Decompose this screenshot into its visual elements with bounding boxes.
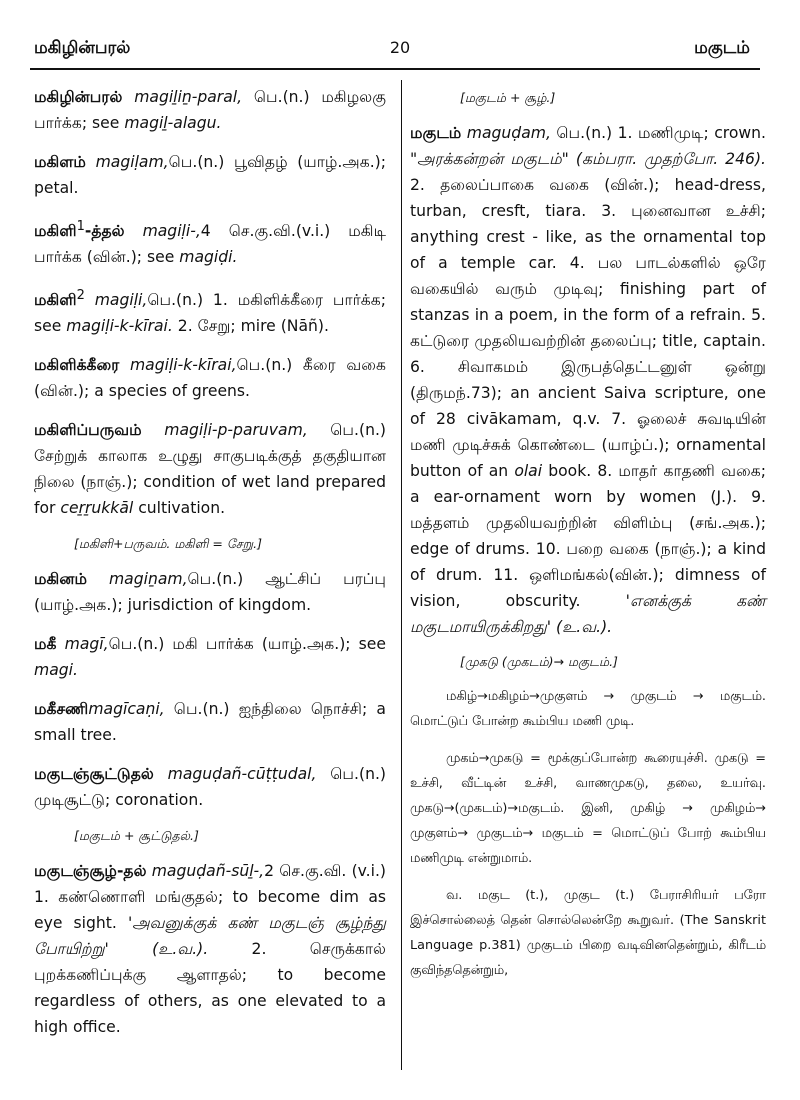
dictionary-entry — [34, 149, 386, 201]
headword: மகிளிப்பருவம் — [34, 421, 142, 440]
headword: மகுடம் — [410, 124, 462, 142]
part-of-speech: பெ.(n.) — [253, 88, 310, 106]
transliteration: magī, — [56, 635, 109, 654]
etymology-paragraph: முகம்→முகடு = மூக்குப்போன்ற கூரையுச்சி. முகடு = உச்சி, வீட்டின் உச்சி, வாணமுகடு, தலை, உயர்வு. முகடு→(முகடம்)→மகுடம். இனி, முகிழ் → முகிழம்→ முகுளம்→ முகுடம்→ மகுடம் = மொட்டுப் போற் கூம்பிய மணிமுடி என்றுமாம். — [410, 751, 766, 866]
headword: மகுடஞ்சூழ்-தல் — [34, 862, 147, 881]
page-number: 20 — [389, 38, 411, 57]
definition: மகி பார்க்க (யாழ்.அக.); see — [164, 635, 386, 654]
dictionary-entry — [34, 283, 386, 339]
headword: மகிழின்பரல் — [34, 88, 123, 106]
definition-continued: cultivation. — [133, 499, 226, 518]
transliteration: magiḻiṉ-paral, — [134, 88, 243, 106]
definition: 1. கண்ணொளி மங்குதல்; to become dim as eye sight. — [34, 888, 386, 933]
dictionary-entry — [34, 214, 386, 270]
definition: 1. மணிமுடி; crown. — [612, 124, 766, 142]
headword: மகுடஞ்சூட்டுதல் — [34, 765, 154, 784]
cross-reference: magiḍi. — [179, 248, 238, 267]
etymology-note: [மகுடம் + சூட்டுதல்.] — [74, 828, 199, 844]
etymology-note: [மகிளி+பருவம். மகிளி = சேறு.] — [74, 536, 262, 552]
running-head-left: மகிழின்பரல் — [34, 38, 131, 58]
definition-continued: 2. தலைப்பாகை வகை (வின்.); head-dress, turban, cresft, tiara. 3. புனைவான உச்சி; anything crest - like, as the ornamental top of a temple car. 4. பல பாடல்களில் ஒரே வகையில் வரும் முடிவு; finishing part of stanzas in a poem, in the form of a refrain. 5. கட்டுரை முதலியவற்றின் தலைப்பு; title, captain. 6. சிவாகமம் இருபத்தெட்டனுள் ஒன்று (திருமந்.73); an ancient Saiva scripture, one of 28 civākamam, q.v. 7. ஓலைச் சுவடியின் மணி முடிச்சுக் கொண்டை (யாழ்ப்.); ornamental button of an — [410, 176, 766, 480]
column-divider — [401, 80, 402, 1070]
part-of-speech: பெ.(n.) — [187, 570, 244, 589]
dictionary-entry — [34, 858, 386, 1040]
headword: மகீசணி — [34, 700, 89, 719]
definition: மகிழலகு பார்க்க; see — [34, 88, 386, 132]
italic-term: olai — [514, 462, 543, 480]
left-column — [34, 84, 386, 1053]
cross-reference: ceṟṟukkāl — [60, 499, 134, 518]
part-of-speech: 4 செ.கு.வி.(v.i.) — [200, 222, 331, 241]
headword: மகிளிக்கீரை — [34, 356, 120, 375]
definition: ஆட்சிப் பரப்பு (யாழ்.அக.); jurisdiction of kingdom. — [34, 570, 386, 615]
headword: மகினம் — [34, 570, 87, 589]
part-of-speech: பெ.(n.) — [236, 356, 293, 375]
part-of-speech: பெ.(n.) — [307, 421, 386, 440]
definition: கீரை வகை (வின்.); a species of greens. — [34, 356, 386, 401]
transliteration: magiḷam, — [85, 153, 169, 171]
definition-continued: book. 8. மாதர் காதணி வகை; a ear-ornament worn by women (J.). 9. மத்தளம் முதலியவற்றின் விளிம்பு (சங்.அக.); edge of drums. 10. பறை வகை (நாஞ்.); a kind of drum. 11. ஒளிமங்கல்(வின்.); dimness of vision, obscurity. — [410, 462, 766, 610]
headword-suffix: -த்தல் — [84, 222, 125, 241]
definition: பூவிதழ் (யாழ்.அக.); petal. — [34, 153, 386, 197]
homograph-number: 2 — [76, 288, 85, 304]
dictionary-entry — [410, 120, 766, 640]
headword: மகிளி — [34, 291, 77, 310]
transliteration: maguḍañ-cūṭṭudal, — [153, 765, 317, 784]
dictionary-entry — [34, 631, 386, 683]
headword: மகீ — [34, 635, 57, 654]
usage-quote: 'அவனுக்குக் கண் மகுடஞ் சூழ்ந்து போயிற்று' (உ.வ.). — [34, 914, 387, 959]
dictionary-entry — [34, 696, 386, 748]
definition: ஐந்திலை நொச்சி; a small tree. — [34, 700, 386, 745]
definition-continued: 2. சேறு; mire (Nāñ). — [172, 317, 329, 336]
running-head-right: மகுடம் — [694, 38, 750, 58]
definition: முடிசூட்டு; coronation. — [34, 791, 204, 810]
usage-quote: "அரக்கன்றன் மகுடம்" (கம்பரா. முதற்போ. 246). — [410, 150, 766, 168]
dictionary-entry — [34, 566, 386, 618]
cross-reference: magiḻ-alagu. — [124, 114, 222, 132]
headword: மகிளம் — [34, 153, 86, 171]
cross-reference: magi. — [34, 661, 78, 680]
part-of-speech: பெ.(n.) — [108, 635, 165, 654]
header-rule — [30, 68, 760, 70]
dictionary-entry — [34, 417, 386, 521]
right-column — [410, 84, 766, 995]
transliteration: magiṉam, — [87, 570, 188, 589]
cross-reference: magiḷi-k-kīrai. — [66, 317, 173, 336]
part-of-speech: பெ.(n.) — [550, 124, 613, 142]
part-of-speech: பெ.(n.) — [147, 291, 204, 310]
part-of-speech: பெ.(n.) — [168, 153, 225, 171]
part-of-speech: பெ.(n.) — [316, 765, 386, 784]
dictionary-entry — [34, 761, 386, 813]
headword: மகிளி — [34, 222, 77, 241]
etymology-note: [மகுடம் + சூழ்.] — [460, 90, 556, 105]
transliteration: maguḍam, — [461, 124, 551, 142]
transliteration: magiḷi-p-paruvam, — [141, 421, 308, 440]
definition: மகிடி பார்க்க (வின்.); see — [34, 222, 386, 267]
transliteration: magiḷi-, — [124, 222, 201, 241]
usage-quote: 'எனக்குக் கண் மகுடமாயிருக்கிறது' (உ.வ.). — [410, 592, 766, 636]
part-of-speech: 2 செ.கு.வி. (v.i.) — [264, 862, 387, 881]
definition: சேற்றுக் காலாக உழுது சாகுபடிக்குத் தகுதியான நிலை (நாஞ்.); condition of wet land prepared for — [34, 447, 386, 518]
definition: 1. மகிளிக்கீரை பார்க்க; see — [34, 291, 386, 336]
homograph-number: 1 — [76, 219, 85, 234]
dictionary-entry — [34, 84, 386, 136]
transliteration: maguḍañ-sūḻ-, — [146, 862, 265, 881]
dictionary-entry — [34, 352, 386, 404]
etymology-paragraph: வ. மகுட (t.), முகுட (t.) பேராசிரியர் பரோ இச்சொல்லைத் தென் சொல்லென்றே கூறுவர். (The Sanskrit Language p.381) முகுடம் பிறை வடிவினதென்றும், கிரீடம் குவிந்ததென்றும், — [410, 888, 766, 978]
transliteration: magiḷi, — [84, 291, 148, 310]
etymology-note: [முகடு (முகடம்)→ மகுடம்.] — [460, 654, 618, 669]
transliteration: magīcaṇi, — [88, 700, 165, 719]
part-of-speech: பெ.(n.) — [164, 700, 230, 719]
transliteration: magiḷi-k-kīrai, — [119, 356, 237, 375]
etymology-paragraph: மகிழ்→மகிழம்→முகுளம் → முகுடம் → மகுடம். மொட்டுப் போன்ற கூம்பிய மணி முடி. — [410, 689, 766, 729]
definition-continued: 2. செருக்கால் புறக்கணிப்புக்கு ஆளாதல்; to become regardless of others, as one elevated to a high office. — [34, 940, 386, 1037]
